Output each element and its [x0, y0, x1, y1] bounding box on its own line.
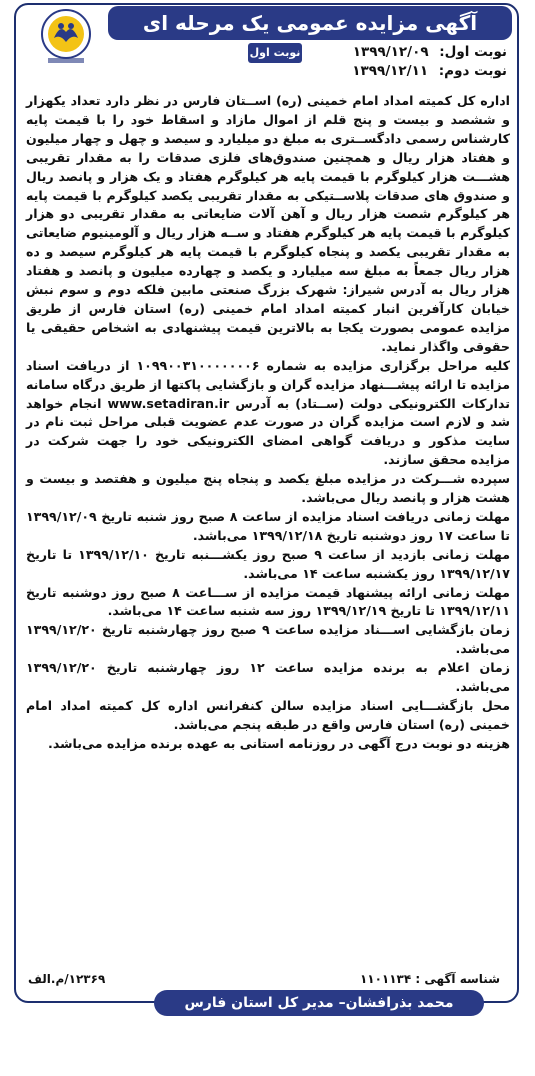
paragraph-intro: اداره کل کمیته امداد امام خمینی (ره) اســتان فارس در نظر دارد تعداد یکهزار و ششصد و بیست و پنج قلم از اموال مازاد و اسقاط خود را با قیمت پایه کارشناس رسمی دادگســتری به مبلغ دو میلیارد و سیصد و چهل و چهار میلیون و هفتاد هزار ریال و همچنین صندوق‌های فلزی صدقات را به مقدار تقریبی هشـــت هزار کیلوگرم با قیمت پایه هر کیلوگرم هفتاد و یک هزار و پانصد ریال و صندوق های صدقات پلاســتیکی به مقدار تقریبی یکصد کیلوگرم با قیمت پایه هر کیلوگرم شصت هزار ریال و آهن آلات ضایعاتی به مقدار تقریبی دو هزار کیلوگرم با قیمت پایه هر کیلوگرم هفتاد و ســه هزار ریال و آلومینیوم ضایعاتی به مقدار تقریبی یکصد و پنجاه کیلوگرم با قیمت پایه هر کیلوگرم سیصد و ده هزار ریال جمعاً به مبلغ سه میلیارد و یکصد و چهارده میلیون و پانصد و هفتاد هزار ریال به آدرس شیراز: شهرک بزرگ صنعتی مابین فلکه دوم و سوم نبش خیابان کارآفرین انبار کمیته امداد امام خمینی (ره) استان فارس از طریق مزایده عمومی بصورت یکجا به بالاترین قیمت پیشنهادی به اشخاص حقیقی یا حقوقی واگذار نماید.	[26, 93, 510, 354]
paragraph-winner-announcement: زمان اعلام به برنده مزایده ساعت ۱۲ روز چهارشنبه تاریخ ۱۳۹۹/۱۲/۲۰ می‌باشد.	[26, 660, 510, 695]
date2-label: نوبت دوم:	[438, 63, 507, 79]
paragraph-documents-deadline: مهلت زمانی دریافت اسناد مزایده از ساعت ۸ صبح روز شنبه تاریخ ۱۳۹۹/۱۲/۰۹ تا ساعت ۱۷ روز دوشنبه تاریخ ۱۳۹۹/۱۲/۱۸ می‌باشد.	[26, 508, 510, 543]
date-row-second	[352, 62, 507, 81]
date1-value: ۱۳۹۹/۱۲/۰۹	[352, 44, 429, 60]
paragraph-opening-location: محل بازگشـــایی اسناد مزایده سالن کنفرانس اداره کل کمیته امداد امام خمینی (ره) استان فارس واقع در طبقه پنجم می‌باشد.	[26, 698, 510, 732]
paragraph-visit-deadline: مهلت زمانی بازدید از ساعت ۹ صبح روز یکشـــنبه تاریخ ۱۳۹۹/۱۲/۱۰ تا تاریخ ۱۳۹۹/۱۲/۱۷ روز یکشنبه ساعت ۱۴ می‌باشد.	[26, 546, 510, 581]
signature-bar: محمد بذرافشان– مدیر کل استان فارس	[154, 990, 484, 1016]
paragraph-publication-cost: هزینه دو نوبت درج آگهی در روزنامه استانی به عهده برنده مزایده می‌باشد.	[48, 735, 510, 751]
date1-label: نوبت اول:	[439, 44, 507, 60]
publication-dates	[352, 43, 507, 81]
reference-number: ۱۲۳۶۹/م.الف	[28, 972, 106, 986]
page-title: آگهی مزایده عمومی یک مرحله ای	[108, 6, 512, 40]
paragraph-opening-time: زمان بازگشایی اســـناد مزایده ساعت ۹ صبح روز چهارشنبه تاریخ ۱۳۹۹/۱۲/۲۰ می‌باشد.	[26, 622, 510, 657]
first-round-badge: نوبت اول	[248, 43, 302, 63]
paragraph-deposit: سپرده شـــرکت در مزایده مبلغ یکصد و پنجاه پنج میلیون و هفتصد و بیست و هشت هزار و پانصد ریال می‌باشد.	[26, 471, 510, 506]
advert-id	[360, 972, 500, 986]
paragraph-process: کلیه مراحل برگزاری مزایده به شماره ۱۰۹۹۰۰۳۱۰۰۰۰۰۰۰۶ از دریافت اسناد مزایده تا ارائه پیشـــنهاد مزایده گران و بازگشایی پاکتها از طریق درگاه سامانه تدارکات الکترونیکی دولت (ســتاد) به آدرس www.setadiran.ir انجام خواهد شد و لازم است مزایده گران در صورت عدم عضویت قبلی مراحل ثبت نام در سایت مذکور و دریافت گواهی امضای الکترونیکی خود را جهت شرکت در مزایده محقق سازند.	[26, 357, 511, 468]
emdad-logo-icon	[40, 8, 92, 66]
advert-id-label: شناسه آگهی :	[415, 972, 500, 986]
date-row-first	[352, 43, 507, 62]
paragraph-offer-deadline: مهلت زمانی ارائه پیشنهاد قیمت مزایده از ســـاعت ۸ صبح روز دوشنبه تاریخ ۱۳۹۹/۱۲/۱۱ تا تاریخ ۱۳۹۹/۱۲/۱۹ روز سه شنبه ساعت ۱۴ می‌باشد.	[26, 584, 510, 619]
advert-id-value: ۱۱۰۱۱۳۴	[359, 972, 412, 986]
advert-body	[26, 92, 510, 754]
date2-value: ۱۳۹۹/۱۲/۱۱	[352, 63, 429, 79]
footer-row	[28, 972, 508, 990]
